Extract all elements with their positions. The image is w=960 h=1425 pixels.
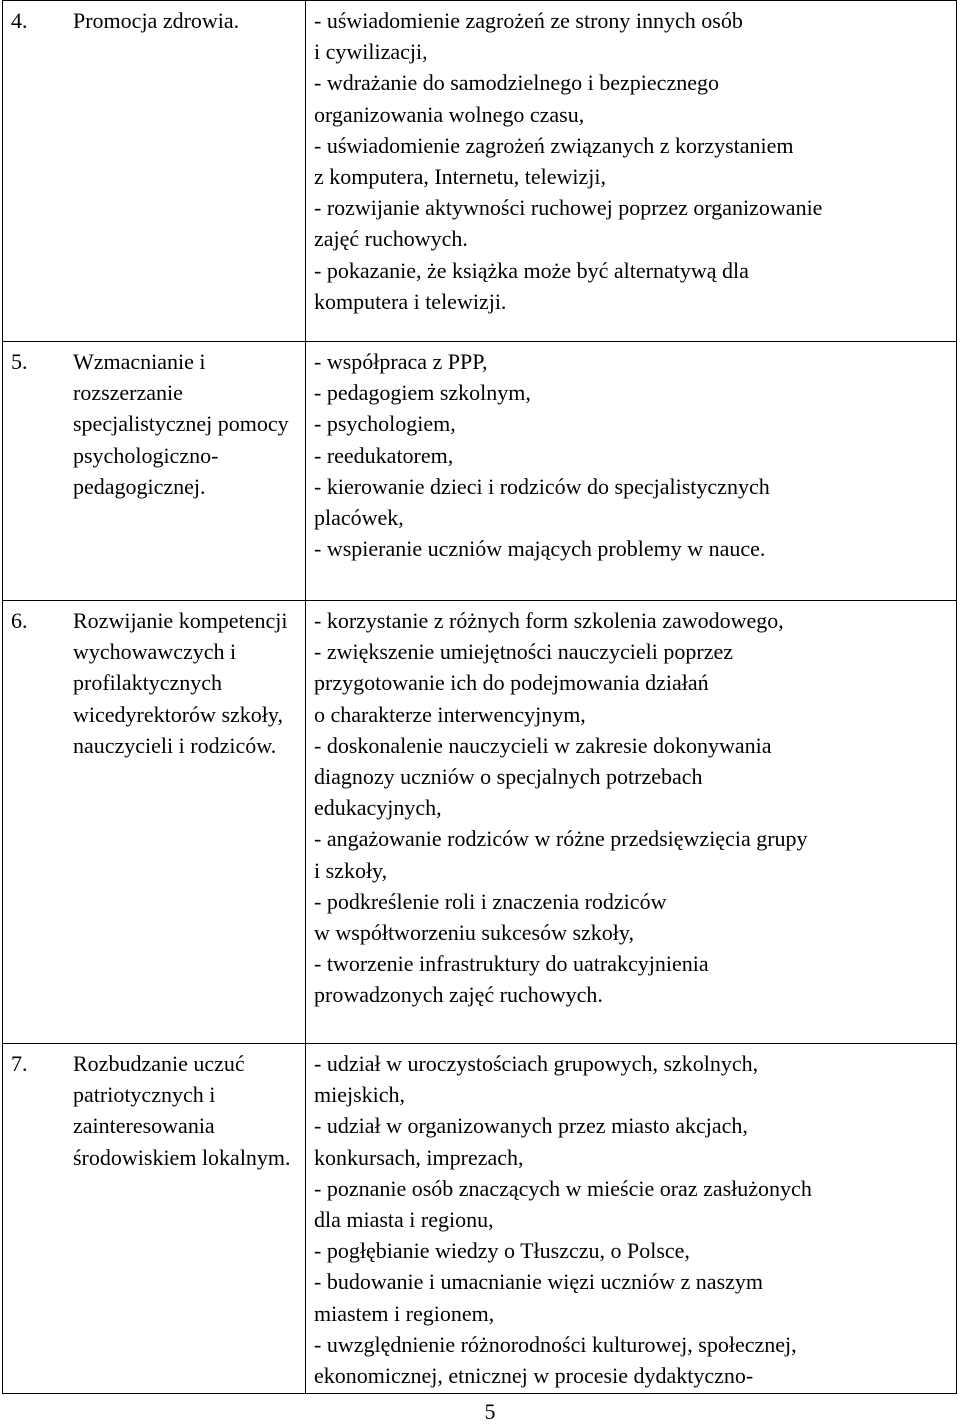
task-line: w współtworzeniu sukcesów szkoły, (314, 920, 634, 946)
task-line: o charakterze interwencyjnym, (314, 701, 586, 727)
tasks-cell (306, 342, 957, 601)
task-line: - uświadomienie zagrożeń ze strony innych osób (314, 8, 743, 33)
task-line: konkursach, imprezach, (314, 1144, 524, 1170)
goal-cell (3, 1, 306, 342)
task-line: placówek, (314, 505, 404, 531)
row-number: 5. (11, 349, 28, 374)
tasks-cell (306, 1, 957, 342)
task-line: - współpraca z PPP, (314, 349, 488, 374)
task-line: - udział w uroczystościach grupowych, szkolnych, (314, 1051, 759, 1076)
task-line: - pedagogiem szkolnym, (314, 380, 531, 406)
task-line: i szkoły, (314, 857, 388, 883)
table-row (3, 601, 957, 1044)
table-row (3, 342, 957, 601)
task-line: - pokazanie, że książka może być alternatywą dla (314, 257, 749, 283)
task-line: - doskonalenie nauczycieli w zakresie dokonywania (314, 732, 772, 758)
task-line: - kierowanie dzieci i rodziców do specjalistycznych (314, 473, 770, 499)
table-row (3, 1, 957, 342)
row-number: 6. (11, 608, 28, 633)
task-line: - rozwijanie aktywności ruchowej poprzez organizowanie (314, 195, 823, 221)
tasks-cell (306, 1044, 957, 1394)
task-line: - poznanie osób znaczących w mieście oraz zasłużonych (314, 1175, 812, 1201)
task-line: - angażowanie rodziców w różne przedsięwzięcia grupy (314, 826, 808, 852)
task-line: prowadzonych zajęć ruchowych. (314, 982, 603, 1008)
task-line: - pogłębianie wiedzy o Tłuszczu, o Polsce, (314, 1238, 690, 1264)
task-line: - psychologiem, (314, 411, 456, 437)
task-line: edukacyjnych, (314, 795, 442, 821)
goal-title: Rozwijanie kompetencji wychowawczych i profilaktycznych wicedyrektorów szkoły, nauczycieli i rodziców. (73, 608, 288, 758)
task-line: - wdrażanie do samodzielnego i bezpiecznego (314, 70, 719, 96)
task-line: organizowania wolnego czasu, (314, 101, 585, 127)
page-number: 5 (484, 1399, 496, 1424)
task-line: miejskich, (314, 1082, 406, 1108)
goal-cell (3, 342, 306, 601)
task-line: - budowanie i umacnianie więzi uczniów z naszym (314, 1269, 764, 1295)
table-row (3, 1044, 957, 1394)
program-table (2, 0, 957, 1394)
row-number: 7. (11, 1051, 28, 1076)
goal-cell (3, 1044, 306, 1394)
tasks-cell (306, 601, 957, 1044)
goal-title: Rozbudzanie uczuć patriotycznych i zainteresowania środowiskiem lokalnym. (73, 1051, 291, 1170)
task-line: - reedukatorem, (314, 442, 454, 468)
task-line: - udział w organizowanych przez miasto akcjach, (314, 1113, 748, 1139)
task-line: - tworzenie infrastruktury do uatrakcyjnienia (314, 951, 709, 977)
task-line: ekonomicznej, etnicznej w procesie dydaktyczno- (314, 1363, 754, 1389)
task-line: przygotowanie ich do podejmowania działań (314, 670, 709, 696)
task-line: miastem i regionem, (314, 1300, 495, 1326)
task-line: - uwzględnienie różnorodności kulturowej, społecznej, (314, 1331, 797, 1357)
row-number: 4. (11, 8, 28, 33)
task-line: - zwiększenie umiejętności nauczycieli poprzez (314, 639, 734, 665)
task-line: dla miasta i regionu, (314, 1207, 494, 1233)
task-line: zajęć ruchowych. (314, 226, 468, 252)
task-line: komputera i telewizji. (314, 288, 507, 314)
task-line: i cywilizacji, (314, 39, 428, 65)
task-line: - uświadomienie zagrożeń związanych z korzystaniem (314, 132, 794, 158)
goal-title: Wzmacnianie i rozszerzanie specjalistycznej pomocy psychologiczno-pedagogicznej. (73, 349, 289, 499)
task-line: - wspieranie uczniów mających problemy w nauce. (314, 536, 766, 562)
task-line: - korzystanie z różnych form szkolenia zawodowego, (314, 608, 784, 633)
task-line: diagnozy uczniów o specjalnych potrzebach (314, 764, 703, 790)
goal-title: Promocja zdrowia. (73, 8, 240, 33)
task-line: z komputera, Internetu, telewizji, (314, 164, 606, 190)
task-line: - podkreślenie roli i znaczenia rodziców (314, 888, 667, 914)
goal-cell (3, 601, 306, 1044)
